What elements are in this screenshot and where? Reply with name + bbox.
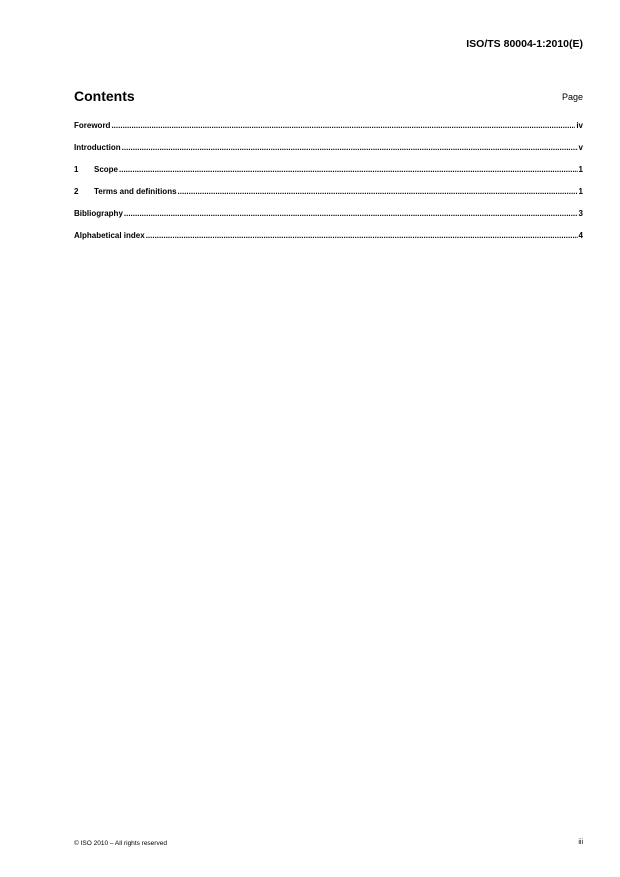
toc-leader-dots xyxy=(122,143,578,152)
toc-entry-title: Alphabetical index xyxy=(74,231,145,240)
page-column-label: Page xyxy=(561,92,583,102)
toc-entry[interactable] xyxy=(74,143,583,165)
footer-page-number: iii xyxy=(578,839,583,846)
toc-entry-page: 1 xyxy=(578,187,583,196)
footer-copyright: © ISO 2010 – All rights reserved xyxy=(74,840,167,847)
toc-entry-title: Terms and definitions xyxy=(94,187,177,196)
toc-entry-page: iv xyxy=(576,121,583,130)
toc-entry-title: Scope xyxy=(94,165,119,174)
toc-entry-number: 1 xyxy=(74,165,79,174)
toc-leader-dots xyxy=(146,231,578,240)
toc-leader-dots xyxy=(119,165,578,174)
toc-entry[interactable] xyxy=(74,121,583,143)
toc-leader-dots xyxy=(111,121,575,130)
toc-entry[interactable] xyxy=(74,209,583,231)
toc-entry[interactable] xyxy=(74,231,583,253)
toc-leader-dots xyxy=(178,187,578,196)
toc-entry[interactable] xyxy=(74,165,583,187)
toc-entry[interactable] xyxy=(74,187,583,209)
toc-leader-dots xyxy=(124,209,578,218)
toc-entry-page: 4 xyxy=(578,231,583,240)
table-of-contents xyxy=(74,121,583,253)
document-id: ISO/TS 80004-1:2010(E) xyxy=(466,38,583,50)
toc-entry-page: 3 xyxy=(578,209,583,218)
toc-entry-page: v xyxy=(578,143,583,152)
toc-entry-number: 2 xyxy=(74,187,79,196)
contents-title: Contents xyxy=(74,88,135,104)
toc-entry-title: Bibliography xyxy=(74,209,123,218)
toc-entry-page: 1 xyxy=(578,165,583,174)
toc-entry-title: Introduction xyxy=(74,143,121,152)
toc-entry-title: Foreword xyxy=(74,121,111,130)
